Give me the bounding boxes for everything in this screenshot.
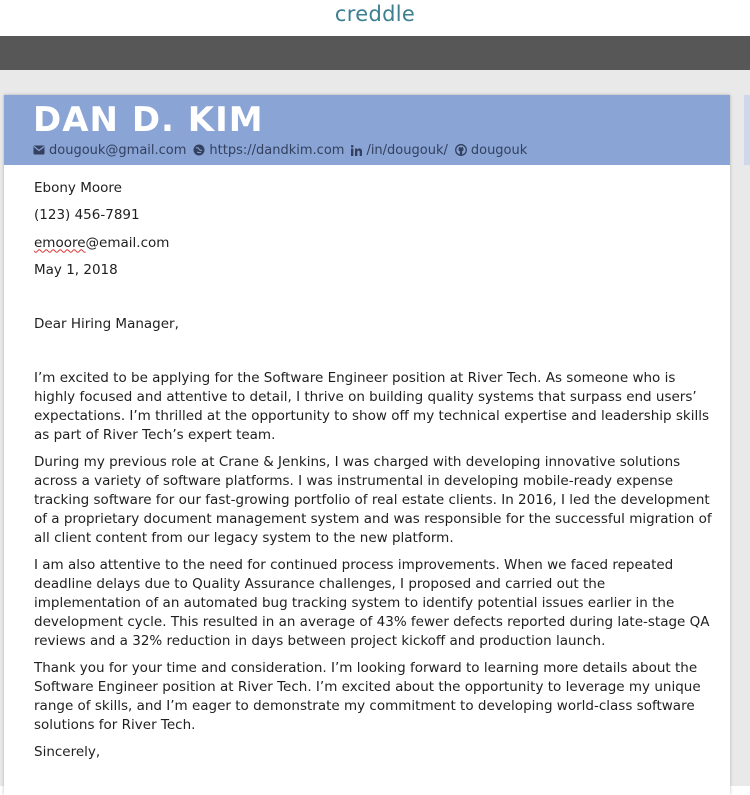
globe-icon (193, 144, 205, 156)
linkedin-icon (351, 145, 362, 156)
letter-body[interactable] (34, 179, 714, 770)
recipient-name[interactable]: Ebony Moore (34, 180, 122, 196)
recipient-email[interactable] (34, 234, 714, 261)
applicant-name[interactable]: DAN D. KIM (33, 100, 264, 140)
contact-github-text: dougouk (470, 142, 528, 158)
next-page-edge (744, 95, 750, 165)
contact-github[interactable] (455, 143, 527, 158)
contact-website-text: https://dandkim.com (209, 142, 345, 158)
contact-website[interactable] (193, 143, 344, 158)
contact-email-text: dougouk@gmail.com (49, 142, 187, 158)
salutation[interactable]: Dear Hiring Manager, (34, 316, 179, 333)
document-header (4, 95, 730, 165)
recipient-phone[interactable]: (123) 456-7891 (34, 207, 140, 224)
paragraph-2[interactable]: During my previous role at Crane & Jenkins, I was charged with developing innovative solutions across a variety of software platforms. I was instrumental in developing mobile-ready expense tracking software for our fast-growing portfolio of real estate clients. In 2016, I led the development of a proprietary document management system and was responsible for the successful migration of all client content from our legacy system to the new platform. (34, 454, 712, 547)
letter-date[interactable]: May 1, 2018 (34, 261, 118, 278)
paragraph-4[interactable]: Thank you for your time and consideration. I’m looking forward to learning more details about the Software Engineer position at River Tech. I’m excited about the opportunity to leverage my unique range of skills, and I’m eager to demonstrate my commitment to developing world-class software solutions for River Tech. (34, 660, 701, 734)
paragraph-1[interactable]: I’m excited to be applying for the Software Engineer position at River Tech. As someone who is highly focused and attentive to detail, I thrive on building quality systems that surpass end users’ expectations. I’m thrilled at the opportunity to show off my technical expertise and leadership skills as part of River Tech’s expert team. (34, 370, 710, 444)
recipient-email-domain: @email.com (85, 234, 170, 251)
envelope-icon (33, 145, 45, 155)
brand-logo[interactable]: creddle (334, 2, 416, 26)
contact-bar (33, 141, 534, 159)
closing[interactable]: Sincerely, (34, 744, 101, 761)
cover-letter-document (4, 95, 730, 795)
paragraph-3[interactable]: I am also attentive to the need for continued process improvements. When we faced repeated deadline delays due to Quality Assurance challenges, I proposed and carried out the implementation of an automated bug tracking system to identify potential issues earlier in the development cycle. This resulted in an average of 43% fewer defects reported during late-stage QA reviews and a 32% reduction in days between project kickoff and production launch. (34, 557, 710, 650)
contact-email[interactable] (33, 143, 186, 158)
contact-linkedin-text: /in/dougouk/ (366, 142, 448, 158)
spellcheck-word[interactable]: emoore (34, 234, 86, 251)
github-icon (455, 144, 467, 156)
top-bar (0, 0, 750, 36)
contact-linkedin[interactable] (351, 143, 447, 158)
editor-toolbar (0, 36, 750, 70)
